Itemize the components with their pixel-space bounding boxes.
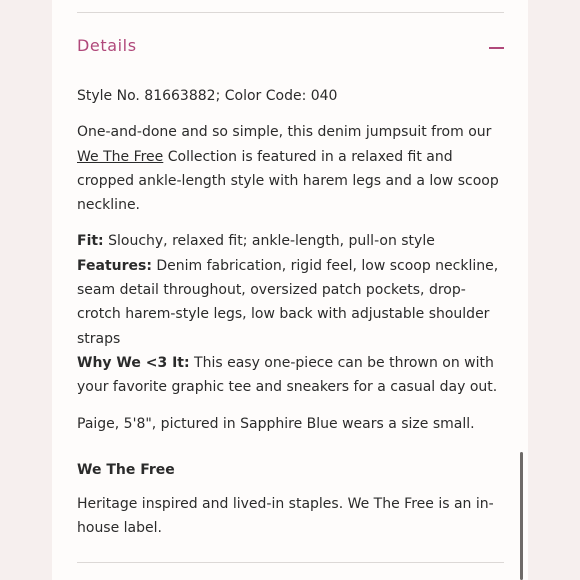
features-value: Denim fabrication, rigid feel, low scoop neckline, seam detail throughout, oversized patch pockets, drop-crotch harem-style legs, low back with adjustable shoulder straps: [77, 257, 499, 347]
style-number-line: Style No. 81663882; Color Code: 040: [77, 88, 338, 104]
features-label: Features:: [77, 257, 152, 274]
product-description: [77, 120, 507, 217]
minus-icon[interactable]: [489, 47, 504, 49]
description-text-end: Collection is featured in a relaxed fit and cropped ankle-length style with harem legs and a low scoop neckline.: [77, 148, 499, 214]
details-title: Details: [77, 36, 137, 55]
collection-link[interactable]: We The Free: [77, 148, 164, 165]
fit-value: Slouchy, relaxed fit; ankle-length, pull-on style: [103, 233, 435, 250]
fit-label: Fit:: [77, 233, 104, 250]
details-accordion-header[interactable]: [77, 34, 504, 62]
why-we-love-it-label: Why We <3 It:: [77, 354, 190, 371]
details-content: [77, 84, 507, 541]
brand-heading: We The Free: [77, 461, 175, 478]
product-attributes: [77, 229, 507, 399]
brand-description: Heritage inspired and lived-in staples. We The Free is an in-house label.: [77, 496, 494, 537]
divider-top: [77, 12, 504, 13]
description-text-start: One-and-done and so simple, this denim jumpsuit from our: [77, 124, 492, 141]
why-we-love-it-value: This easy one-piece can be thrown on with your favorite graphic tee and sneakers for a casual day out.: [77, 354, 498, 396]
model-info: Paige, 5'8", pictured in Sapphire Blue wears a size small.: [77, 415, 475, 432]
scrollbar-thumb[interactable]: [520, 452, 523, 580]
divider-bottom: [77, 562, 504, 563]
left-margin: [0, 0, 52, 580]
right-margin: [528, 0, 580, 580]
